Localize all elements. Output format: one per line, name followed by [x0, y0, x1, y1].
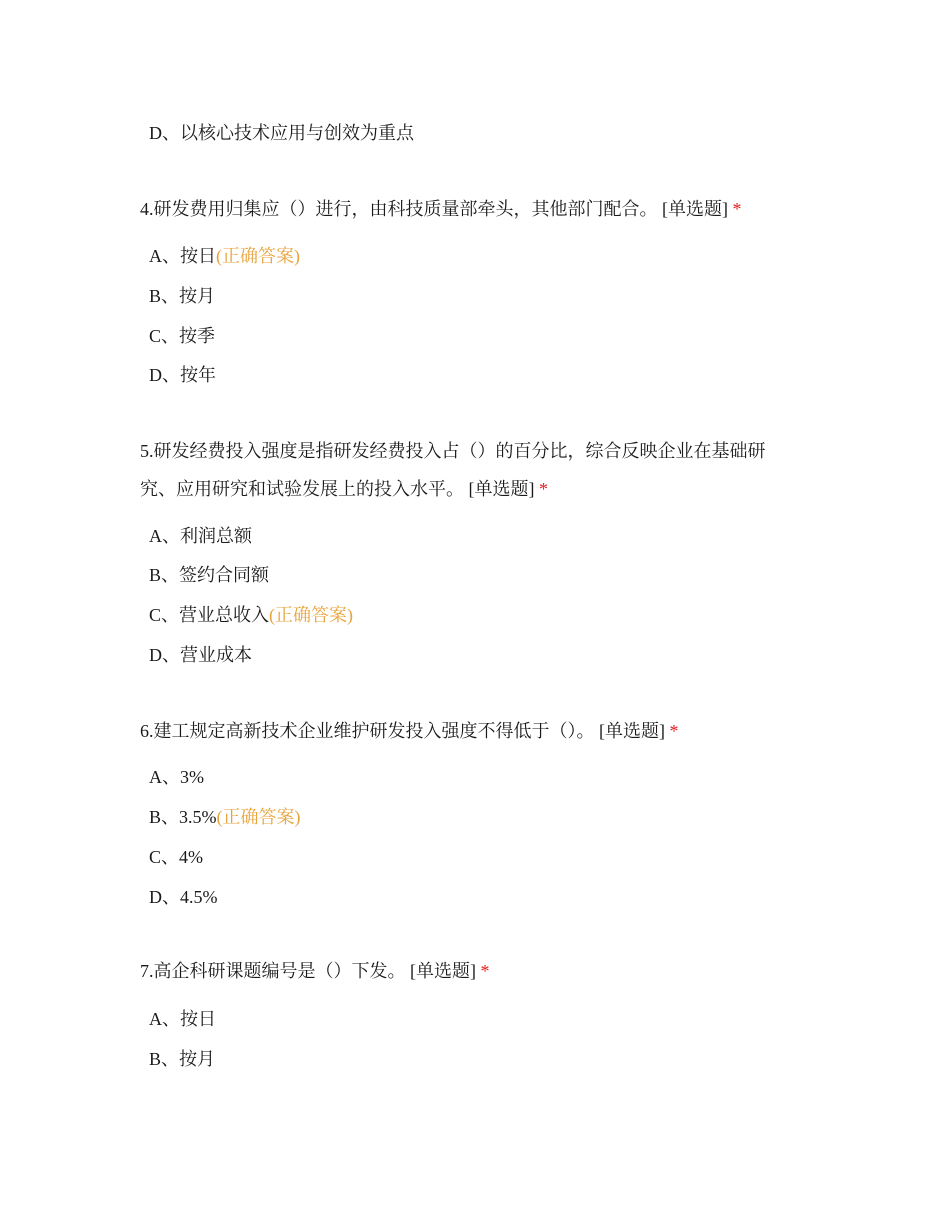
- option-text: C、按季: [149, 326, 216, 346]
- question-6-option-a: [149, 765, 204, 789]
- option-text: B、3.5%: [149, 807, 217, 827]
- option-text: B、按月: [149, 1049, 216, 1069]
- option-text: D、按年: [149, 365, 216, 385]
- required-mark: *: [539, 479, 548, 499]
- option-text: A、利润总额: [149, 526, 252, 546]
- correct-answer-tag: (正确答案): [269, 605, 354, 625]
- question-6-option-c: [149, 845, 203, 869]
- question-4-option-b: [149, 284, 215, 308]
- option-text: A、按日: [149, 1009, 216, 1029]
- question-text: 5.研发经费投入强度是指研发经费投入占（）的百分比，综合反映企业在基础研究、应用研究和试验发展上的投入水平。: [140, 441, 766, 499]
- previous-question-option: [149, 121, 414, 145]
- question-7-option-a: [149, 1007, 216, 1031]
- question-7-option-b: [149, 1047, 215, 1071]
- option-text: B、按月: [149, 286, 216, 306]
- question-type-tag: [单选题]: [662, 199, 728, 219]
- question-type-tag: [单选题]: [410, 961, 476, 981]
- option-text: D、营业成本: [149, 645, 252, 665]
- question-type-tag: [单选题]: [468, 479, 535, 499]
- question-5-option-b: [149, 563, 269, 587]
- option-text: D、以核心技术应用与创效为重点: [149, 123, 414, 143]
- question-4-option-d: [149, 363, 216, 387]
- question-7-title: [140, 952, 800, 990]
- question-6-option-d: [149, 885, 218, 909]
- question-5-option-a: [149, 524, 252, 548]
- option-text: A、按日: [149, 246, 216, 266]
- question-text: 7.高企科研课题编号是（）下发。: [140, 961, 406, 981]
- question-4-title: [140, 190, 800, 228]
- option-text: C、营业总收入: [149, 605, 270, 625]
- question-text: 4.研发费用归集应（）进行，由科技质量部牵头，其他部门配合。: [140, 199, 658, 219]
- question-5-option-d: [149, 643, 252, 667]
- question-type-tag: [单选题]: [599, 721, 665, 741]
- option-text: D、4.5%: [149, 887, 218, 907]
- question-6-title: [140, 712, 800, 750]
- option-text: A、3%: [149, 767, 204, 787]
- question-6-option-b: [149, 805, 301, 829]
- question-4-option-a: [149, 244, 300, 268]
- correct-answer-tag: (正确答案): [216, 807, 301, 827]
- question-5-option-c: [149, 603, 353, 627]
- option-text: C、4%: [149, 847, 203, 867]
- question-text: 6.建工规定高新技术企业维护研发投入强度不得低于（）。: [140, 721, 595, 741]
- question-4-option-c: [149, 324, 215, 348]
- question-5-title: [140, 432, 800, 508]
- option-text: B、签约合同额: [149, 565, 270, 585]
- required-mark: *: [669, 721, 679, 741]
- required-mark: *: [480, 961, 490, 981]
- correct-answer-tag: (正确答案): [216, 246, 300, 266]
- required-mark: *: [732, 199, 742, 219]
